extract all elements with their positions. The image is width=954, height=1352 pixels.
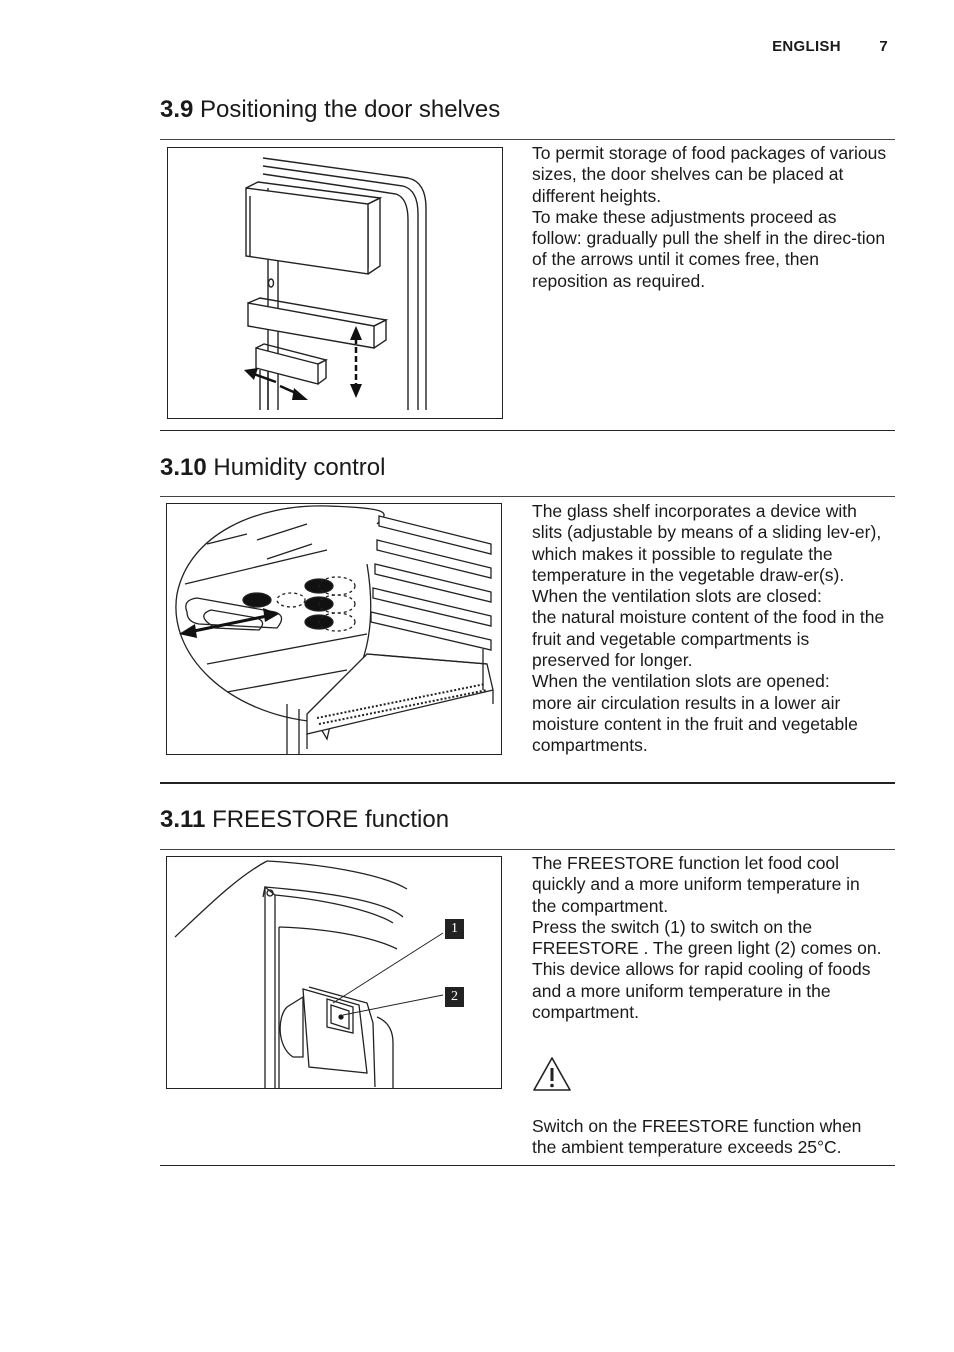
paragraph: Press the switch (1) to switch on the FREESTORE . The green light (2) comes on. — [532, 916, 882, 959]
section-rule — [160, 496, 895, 497]
paragraph: more air circulation results in a lower air moisture content in the fruit and vegetable compartments. — [532, 692, 858, 756]
section-heading: Positioning the door shelves — [200, 96, 501, 123]
warning-text — [532, 1116, 888, 1159]
freestore-drawing — [167, 857, 501, 1088]
paragraph: This device allows for rapid cooling of foods and a more uniform temperature in the compartment. — [532, 959, 871, 1023]
paragraph: To make these adjustments proceed as follow: gradually pull the shelf in the direc-tion of the arrows until it comes free, then reposition as required. — [532, 206, 886, 291]
section-divider — [160, 782, 895, 784]
section-heading: Humidity control — [213, 454, 386, 481]
paragraph: The glass shelf incorporates a device with slits (adjustable by means of a sliding lev-er), which makes it possible to regulate the temperature in the vegetable draw-er(s). — [532, 501, 882, 585]
paragraph: Switch on the FREESTORE function when the ambient temperature exceeds 25°C. — [532, 1116, 862, 1158]
section-number: 3.10 — [160, 454, 207, 481]
section-text-3-10 — [532, 501, 888, 757]
section-rule — [160, 849, 895, 850]
callout-label-1: 1 — [451, 921, 458, 936]
paragraph: The FREESTORE function let food cool quickly and a more uniform temperature in the compartment. — [532, 853, 860, 916]
section-heading: FREESTORE function — [212, 806, 450, 833]
humidity-control-drawing — [167, 504, 501, 754]
freestore-illustration — [166, 856, 502, 1089]
door-shelves-illustration — [167, 147, 503, 419]
humidity-control-illustration — [166, 503, 502, 755]
paragraph: When the ventilation slots are opened: — [532, 671, 830, 692]
section-text-3-11 — [532, 853, 888, 1023]
section-rule — [160, 139, 895, 140]
section-text-3-9 — [532, 143, 888, 292]
page-header — [772, 38, 888, 55]
warning-triangle-icon — [532, 1056, 572, 1092]
section-divider — [160, 1165, 895, 1166]
section-divider — [160, 430, 895, 431]
section-title-3-10 — [160, 454, 385, 482]
header-language: ENGLISH — [772, 38, 841, 55]
paragraph: When the ventilation slots are closed: — [532, 586, 822, 607]
section-number: 3.9 — [160, 96, 194, 123]
section-title-3-9 — [160, 96, 500, 124]
callout-label-2: 2 — [451, 989, 458, 1004]
paragraph: To permit storage of food packages of various sizes, the door shelves can be placed at different heights. — [532, 143, 887, 206]
section-number: 3.11 — [160, 806, 206, 833]
section-title-3-11 — [160, 806, 449, 834]
paragraph: the natural moisture content of the food in the fruit and vegetable compartments is preserved for longer. — [532, 607, 885, 671]
door-shelves-drawing — [168, 148, 502, 418]
page-number: 7 — [879, 38, 888, 55]
